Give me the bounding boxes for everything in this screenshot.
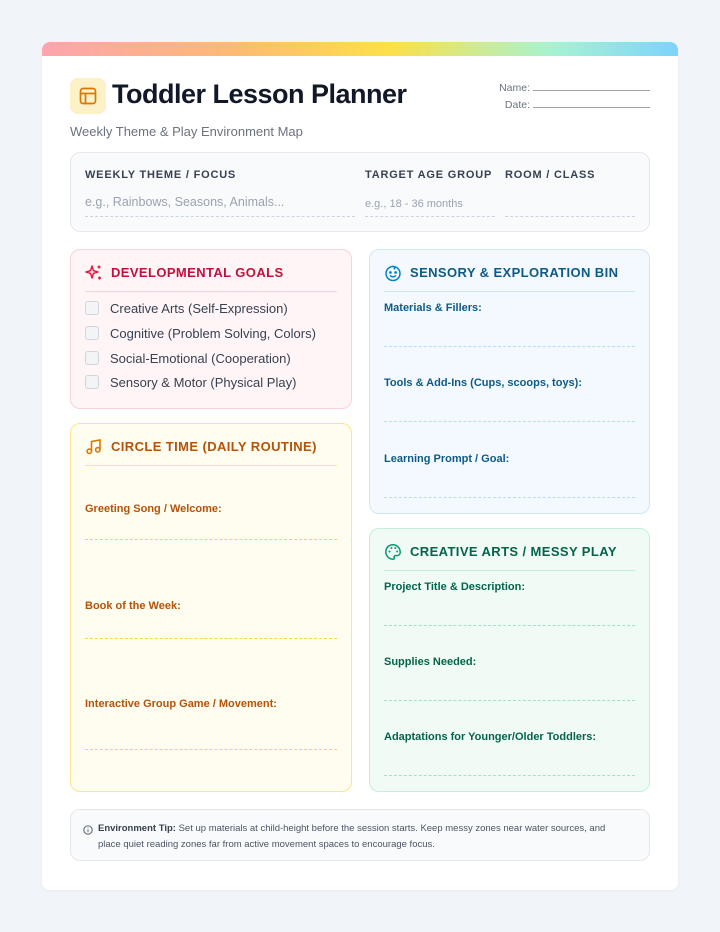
creative-arts-card <box>369 528 650 792</box>
info-icon <box>83 825 93 835</box>
arts-prompt-label: Adaptations for Younger/Older Toddlers: <box>384 731 597 743</box>
checkbox[interactable] <box>85 301 99 315</box>
name-row <box>499 82 650 99</box>
arts-prompt-label: Supplies Needed: <box>384 656 477 668</box>
page-subtitle: Weekly Theme & Play Environment Map <box>70 124 303 139</box>
circle-prompt-label: Interactive Group Game / Movement: <box>85 698 277 710</box>
room-input[interactable] <box>505 198 635 217</box>
circle-prompt-line[interactable] <box>85 539 337 540</box>
tip-text <box>98 821 629 853</box>
circle-title: CIRCLE TIME (DAILY ROUTINE) <box>111 439 317 454</box>
name-date-block <box>499 82 650 116</box>
date-label: Date: <box>504 99 530 111</box>
page-title: Toddler Lesson Planner <box>112 79 407 109</box>
sensory-header <box>384 264 635 292</box>
sensory-prompt-line[interactable] <box>384 497 635 498</box>
date-row <box>499 99 650 116</box>
baby-face-icon <box>384 264 402 282</box>
rainbow-banner <box>42 42 678 56</box>
goal-label: Social-Emotional (Cooperation) <box>110 350 291 366</box>
sparkles-icon <box>85 264 103 282</box>
age-group-label: TARGET AGE GROUP <box>365 169 493 181</box>
sensory-prompt-line[interactable] <box>384 421 635 422</box>
goal-item[interactable] <box>85 372 296 392</box>
goal-label: Cognitive (Problem Solving, Colors) <box>110 325 316 341</box>
goal-label: Creative Arts (Self-Expression) <box>110 300 288 316</box>
circle-prompt-line[interactable] <box>85 749 337 750</box>
goals-header <box>85 264 337 292</box>
sensory-prompt-label: Materials & Fillers: <box>384 302 482 314</box>
sensory-prompt-label: Tools & Add-Ins (Cups, scoops, toys): <box>384 377 582 389</box>
arts-header <box>384 543 635 571</box>
circle-header <box>85 438 337 466</box>
environment-tip <box>70 809 650 861</box>
circle-prompt-label: Greeting Song / Welcome: <box>85 503 222 515</box>
palette-icon <box>384 543 402 561</box>
focus-input[interactable]: e.g., Rainbows, Seasons, Animals... <box>85 195 355 217</box>
name-field[interactable] <box>533 82 650 91</box>
sensory-prompt-label: Learning Prompt / Goal: <box>384 453 510 465</box>
arts-prompt-label: Project Title & Description: <box>384 581 525 593</box>
circle-time-card <box>70 423 352 792</box>
planner-page <box>42 42 678 890</box>
age-group-input[interactable]: e.g., 18 - 36 months <box>365 198 495 217</box>
goal-item[interactable] <box>85 348 291 368</box>
header <box>70 78 650 138</box>
sensory-title: SENSORY & EXPLORATION BIN <box>410 265 619 280</box>
tip-label: Environment Tip: <box>98 823 176 834</box>
sensory-bin-card <box>369 249 650 514</box>
sensory-prompt-line[interactable] <box>384 346 635 347</box>
arts-title: CREATIVE ARTS / MESSY PLAY <box>410 544 617 559</box>
goals-title: DEVELOPMENTAL GOALS <box>111 265 284 280</box>
circle-prompt-label: Book of the Week: <box>85 600 181 612</box>
arts-prompt-line[interactable] <box>384 775 635 776</box>
theme-section <box>70 152 650 232</box>
checkbox[interactable] <box>85 326 99 340</box>
checkbox[interactable] <box>85 375 99 389</box>
room-label: ROOM / CLASS <box>505 169 596 181</box>
music-note-icon <box>85 438 103 456</box>
date-field[interactable] <box>533 99 650 108</box>
focus-label: WEEKLY THEME / FOCUS <box>85 169 237 181</box>
goal-item[interactable] <box>85 323 316 343</box>
arts-prompt-line[interactable] <box>384 625 635 626</box>
tip-body: Set up materials at child-height before the session starts. Keep messy zones near water sources, and place quiet reading zones far from active movement spaces to encourage focus. <box>98 823 606 850</box>
layout-icon <box>70 78 106 114</box>
developmental-goals-card <box>70 249 352 409</box>
circle-prompt-line[interactable] <box>85 638 337 639</box>
goal-label: Sensory & Motor (Physical Play) <box>110 374 297 390</box>
goal-item[interactable] <box>85 298 288 318</box>
checkbox[interactable] <box>85 351 99 365</box>
arts-prompt-line[interactable] <box>384 700 635 701</box>
name-label: Name: <box>499 82 530 94</box>
